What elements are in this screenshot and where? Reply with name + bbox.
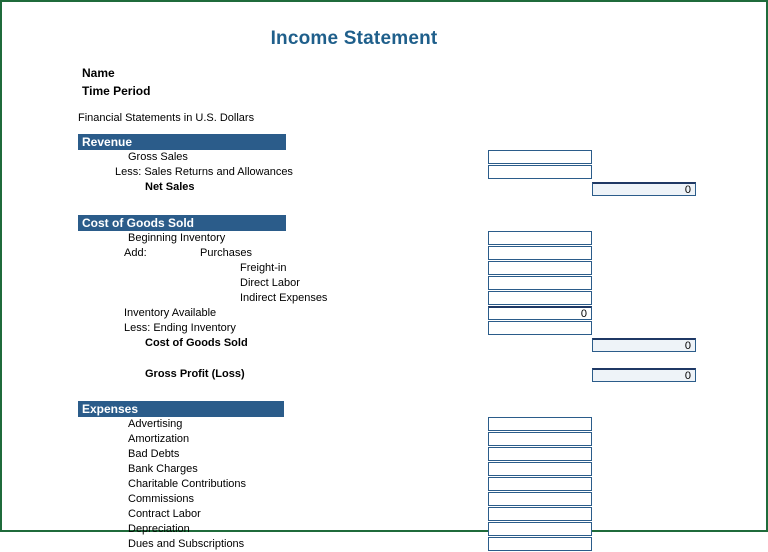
input-dues-and-subscriptions[interactable] — [488, 537, 592, 551]
label-gross-profit: Gross Profit (Loss) — [145, 368, 245, 380]
row-beginning-inventory — [20, 231, 748, 246]
page-title: Income Statement — [270, 28, 438, 49]
label-commissions: Commissions — [128, 493, 195, 505]
row-ending-inventory — [20, 321, 748, 336]
section-header-revenue — [20, 134, 748, 150]
label-sales-returns: Less: Sales Returns and Allowances — [115, 166, 293, 178]
label-charitable-contributions: Charitable Contributions — [128, 478, 247, 490]
label-bad-debts: Bad Debts — [128, 448, 180, 460]
label-freight-in: Freight-in — [240, 262, 287, 274]
label-beginning-inventory: Beginning Inventory — [128, 232, 226, 244]
revenue-header-label: Revenue — [82, 135, 133, 149]
currency-note: Financial Statements in U.S. Dollars — [78, 112, 255, 124]
spacer — [20, 383, 748, 399]
label-ending-inventory: Less: Ending Inventory — [124, 322, 236, 334]
input-amortization[interactable] — [488, 432, 592, 446]
label-amortization: Amortization — [128, 433, 190, 445]
row-gross-sales — [20, 150, 748, 165]
label-indirect-expenses: Indirect Expenses — [240, 292, 328, 304]
input-advertising[interactable] — [488, 417, 592, 431]
row-cost-of-goods-sold — [20, 336, 748, 353]
row-depreciation — [20, 522, 748, 537]
row-charitable-contributions — [20, 477, 748, 492]
label-bank-charges: Bank Charges — [128, 463, 198, 475]
section-header-expenses — [20, 401, 748, 417]
value-inventory-available[interactable]: 0 — [488, 306, 592, 320]
label-gross-sales: Gross Sales — [128, 151, 188, 163]
label-inventory-available: Inventory Available — [124, 307, 217, 319]
row-contract-labor — [20, 507, 748, 522]
document-meta — [20, 64, 748, 100]
input-indirect-expenses[interactable] — [488, 291, 592, 305]
input-depreciation[interactable] — [488, 522, 592, 536]
spacer — [20, 197, 748, 213]
label-cost-of-goods-sold: Cost of Goods Sold — [145, 337, 248, 349]
label-contract-labor: Contract Labor — [128, 508, 201, 520]
row-commissions — [20, 492, 748, 507]
label-direct-labor: Direct Labor — [240, 277, 300, 289]
row-net-sales — [20, 180, 748, 197]
label-depreciation: Depreciation — [128, 523, 190, 535]
input-ending-inventory[interactable] — [488, 321, 592, 335]
section-header-cogs — [20, 215, 748, 231]
expenses-header-label: Expenses — [82, 402, 139, 416]
label-advertising: Advertising — [128, 418, 183, 430]
row-purchases — [20, 246, 748, 261]
row-direct-labor — [20, 276, 748, 291]
row-dues-and-subscriptions — [20, 537, 748, 552]
value-cost-of-goods-sold[interactable]: 0 — [592, 338, 696, 352]
name-label: Name — [82, 66, 115, 80]
input-contract-labor[interactable] — [488, 507, 592, 521]
value-gross-profit[interactable]: 0 — [592, 368, 696, 382]
row-indirect-expenses — [20, 291, 748, 306]
input-sales-returns[interactable] — [488, 165, 592, 179]
input-gross-sales[interactable] — [488, 150, 592, 164]
input-bad-debts[interactable] — [488, 447, 592, 461]
row-bank-charges — [20, 462, 748, 477]
row-bad-debts — [20, 447, 748, 462]
label-dues-and-subscriptions: Dues and Subscriptions — [128, 538, 245, 550]
input-commissions[interactable] — [488, 492, 592, 506]
input-beginning-inventory[interactable] — [488, 231, 592, 245]
cogs-header-label: Cost of Goods Sold — [82, 216, 194, 230]
row-amortization — [20, 432, 748, 447]
row-freight-in — [20, 261, 748, 276]
input-freight-in[interactable] — [488, 261, 592, 275]
input-purchases[interactable] — [488, 246, 592, 260]
time-period-label: Time Period — [82, 84, 151, 98]
input-direct-labor[interactable] — [488, 276, 592, 290]
input-charitable-contributions[interactable] — [488, 477, 592, 491]
page-inner — [2, 2, 766, 550]
spacer — [20, 353, 748, 365]
row-advertising — [20, 417, 748, 432]
label-purchases: Purchases — [200, 247, 252, 259]
label-add: Add: — [124, 247, 147, 259]
row-inventory-available — [20, 306, 748, 321]
label-net-sales: Net Sales — [145, 181, 195, 193]
spacer — [20, 124, 748, 132]
row-sales-returns — [20, 165, 748, 180]
value-net-sales[interactable]: 0 — [592, 182, 696, 196]
row-gross-profit — [20, 365, 748, 383]
input-bank-charges[interactable] — [488, 462, 592, 476]
